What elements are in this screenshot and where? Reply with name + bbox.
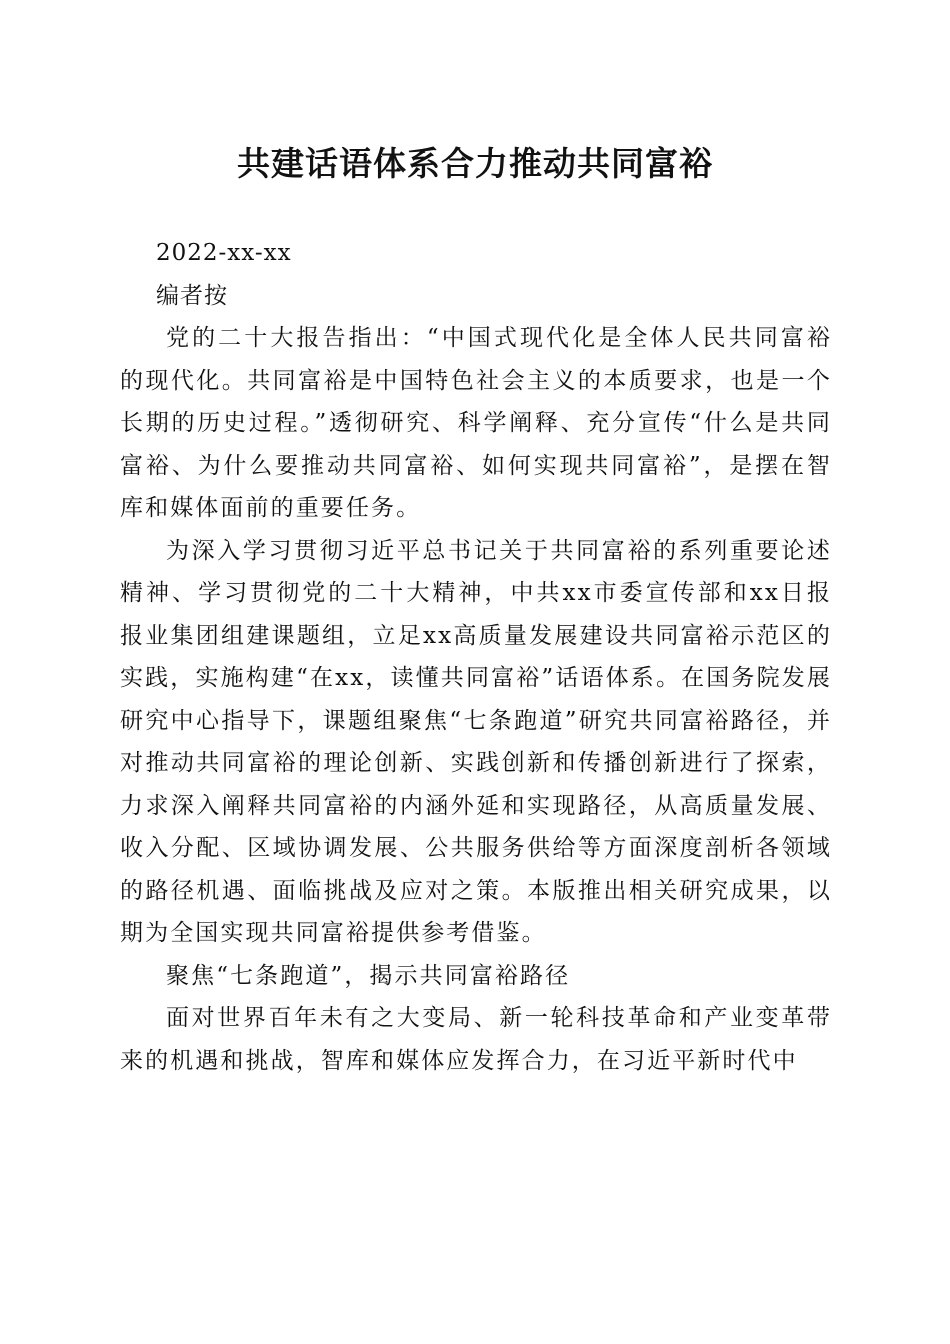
document-date: 2022-xx-xx — [156, 240, 292, 266]
paragraph-3: 面对世界百年未有之大变局、新一轮科技革命和产业变革带来的机遇和挑战，智库和媒体应发挥合力，在习近平新时代中 — [120, 1005, 832, 1074]
editor-note-label: 编者按 — [156, 282, 228, 309]
section-subheading: 聚焦“七条跑道”，揭示共同富裕路径 — [166, 962, 571, 989]
document-body — [120, 232, 832, 1082]
document-title: 共建话语体系合力推动共同富裕 — [237, 144, 713, 183]
paragraph-1: 党的二十大报告指出：“中国式现代化是全体人民共同富裕的现代化。共同富裕是中国特色社会主义的本质要求，也是一个长期的历史过程。”透彻研究、科学阐释、充分宣传“什么是共同富裕、为什么要推动共同富裕、如何实现共同富裕”，是摆在智库和媒体面前的重要任务。 — [120, 325, 832, 521]
paragraph-2: 为深入学习贯彻习近平总书记关于共同富裕的系列重要论述精神、学习贯彻党的二十大精神，中共xx市委宣传部和xx日报报业集团组建课题组，立足xx高质量发展建设共同富裕示范区的实践，实施构建“在xx，读懂共同富裕”话语体系。在国务院发展研究中心指导下，课题组聚焦“七条跑道”研究共同富裕路径，并对推动共同富裕的理论创新、实践创新和传播创新进行了探索，力求深入阐释共同富裕的内涵外延和实现路径，从高质量发展、收入分配、区域协调发展、公共服务供给等方面深度剖析各领域的路径机遇、面临挑战及应对之策。本版推出相关研究成果，以期为全国实现共同富裕提供参考借鉴。 — [120, 537, 832, 946]
